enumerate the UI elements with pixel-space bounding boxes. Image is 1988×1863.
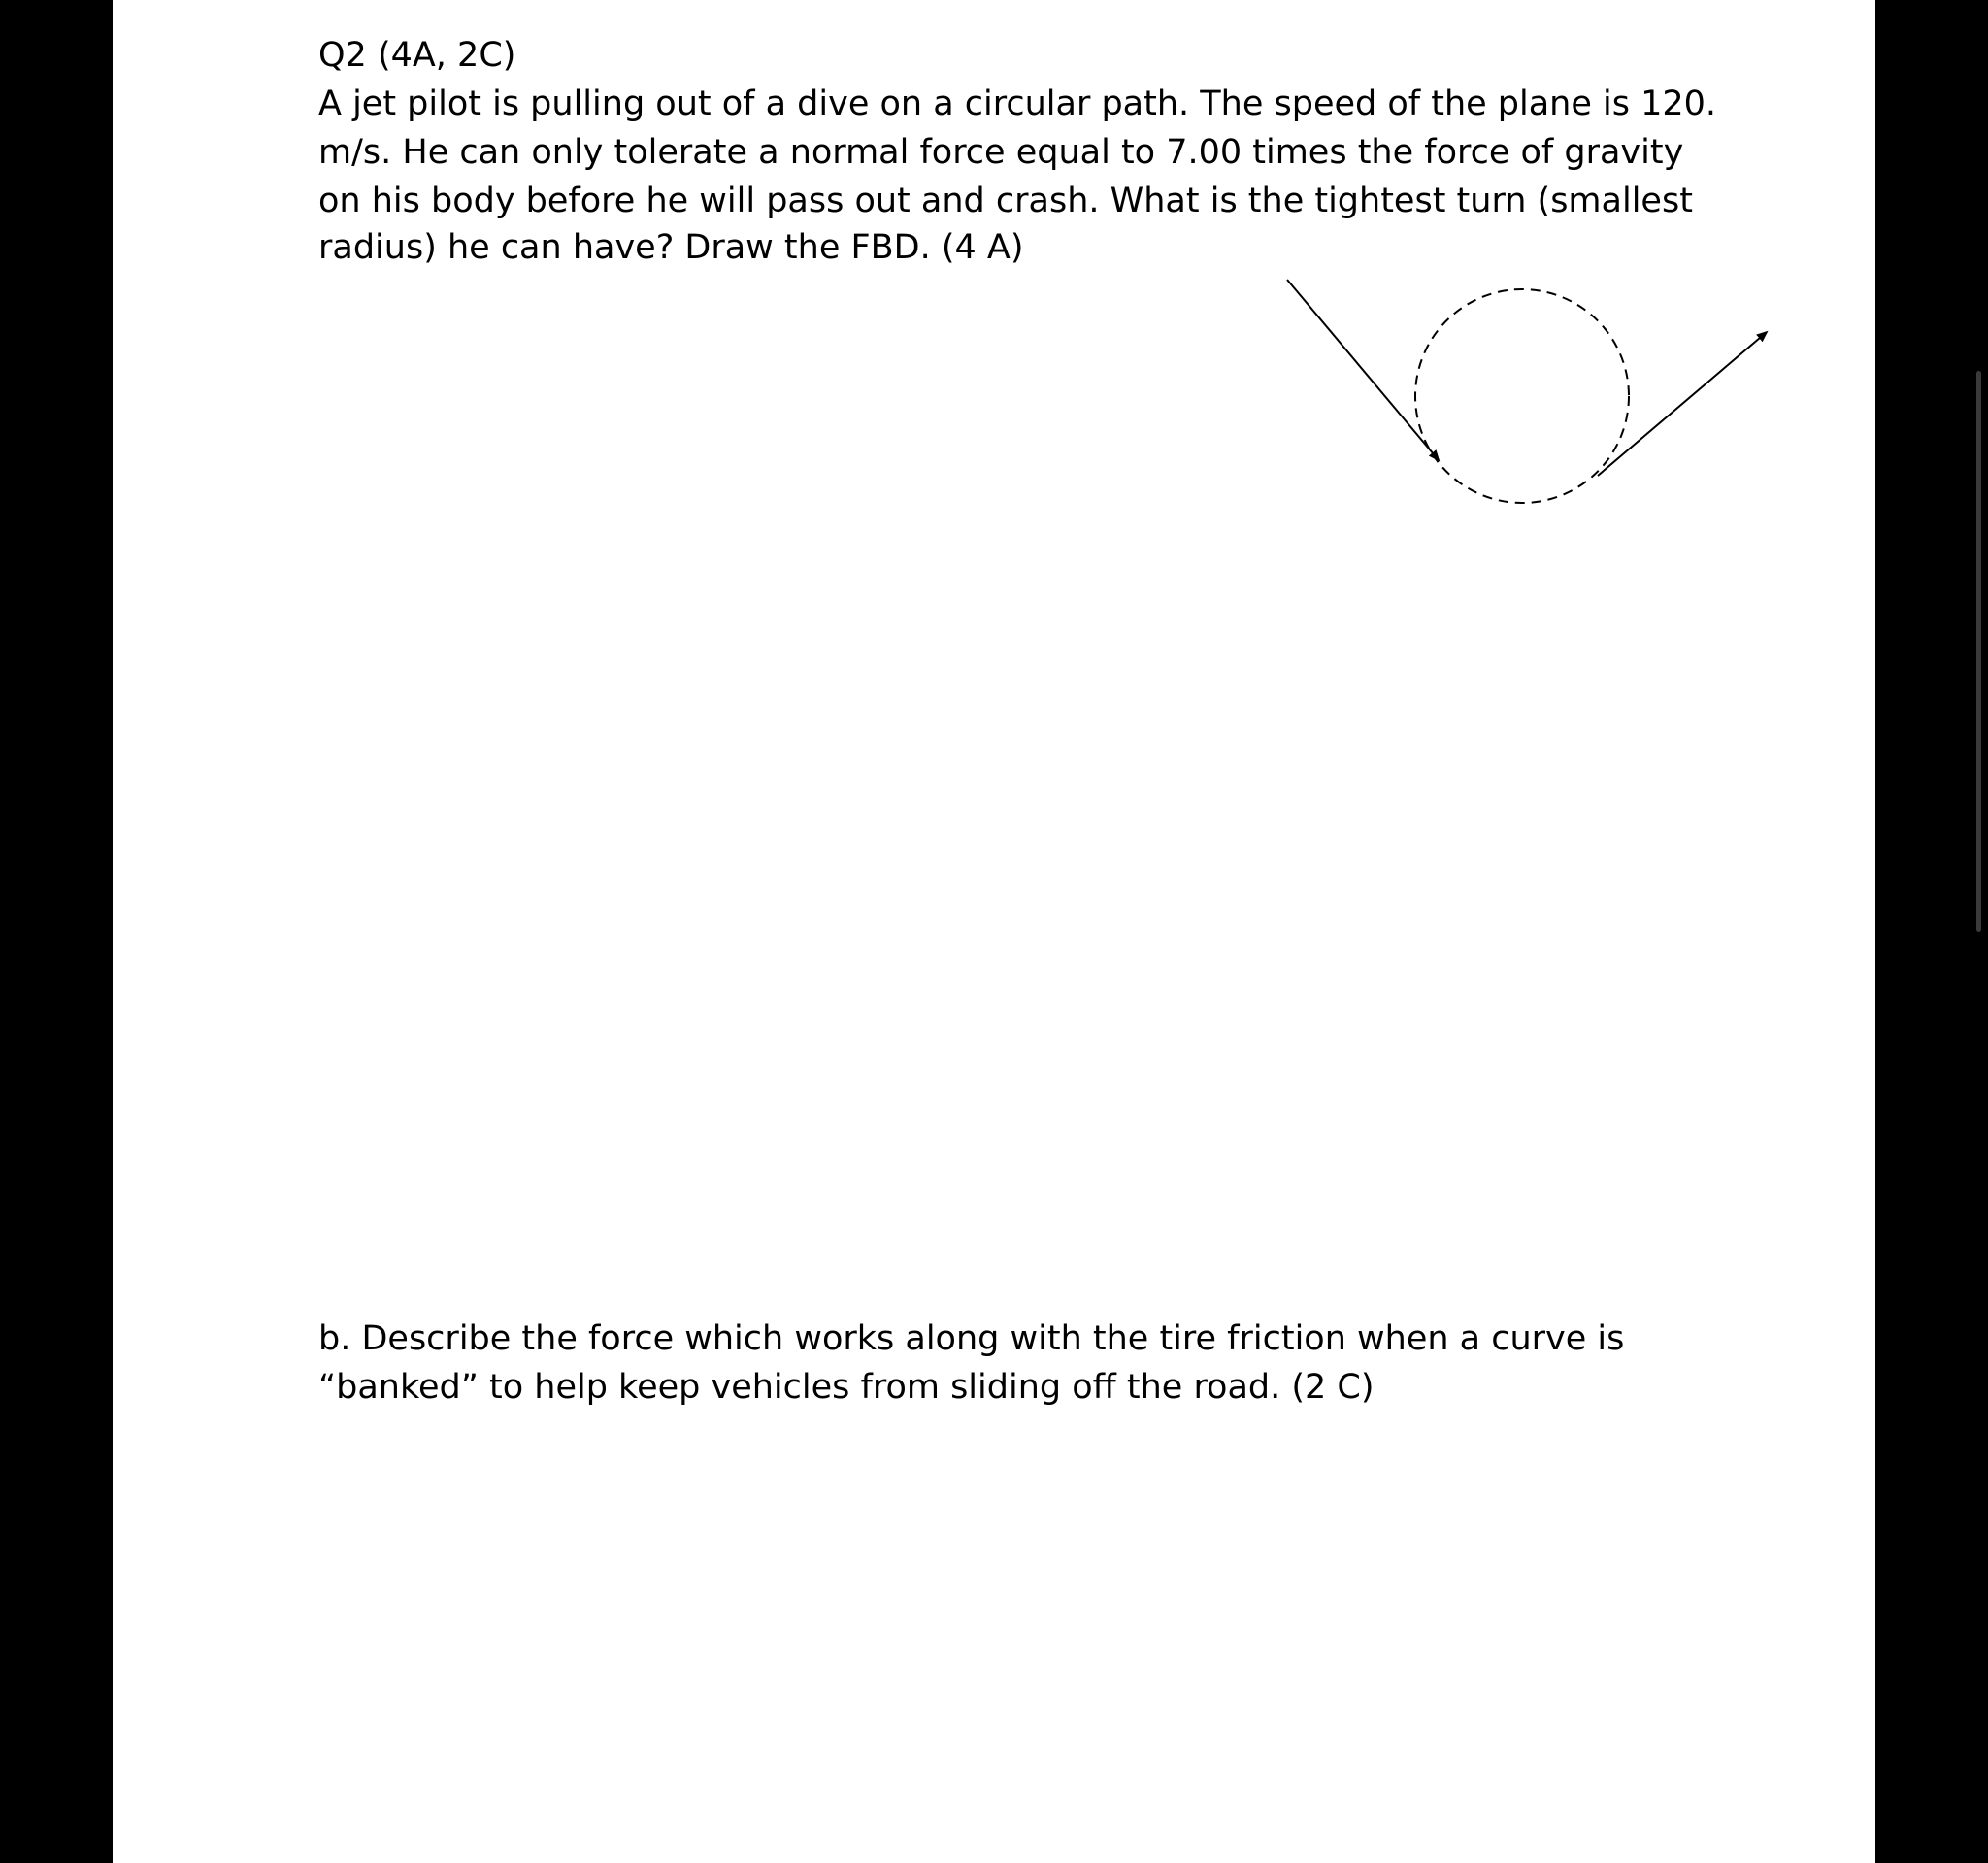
- question-line-4: radius) he can have? Draw the FBD. (4 A): [318, 228, 1024, 267]
- outgoing-climb-arrow: [1598, 332, 1767, 476]
- question-line-2: m/s. He can only tolerate a normal force equal to 7.00 times the force of gravity: [318, 133, 1684, 172]
- circular-path-dashed: [1415, 289, 1629, 503]
- part-b-line-1: b. Describe the force which works along with the tire friction when a curve is: [318, 1319, 1625, 1358]
- dive-path-diagram-icon: [1165, 272, 1786, 524]
- question-line-1: A jet pilot is pulling out of a dive on a circular path. The speed of the plane is 120.: [318, 84, 1717, 123]
- document-page: [113, 0, 1875, 1863]
- question-line-3: on his body before he will pass out and crash. What is the tightest turn (smallest: [318, 182, 1693, 220]
- part-b-line-2: “banked” to help keep vehicles from sliding off the road. (2 C): [318, 1368, 1375, 1407]
- vertical-scrollbar[interactable]: [1976, 371, 1981, 932]
- question-title: Q2 (4A, 2C): [318, 36, 516, 75]
- incoming-dive-arrow: [1287, 280, 1439, 460]
